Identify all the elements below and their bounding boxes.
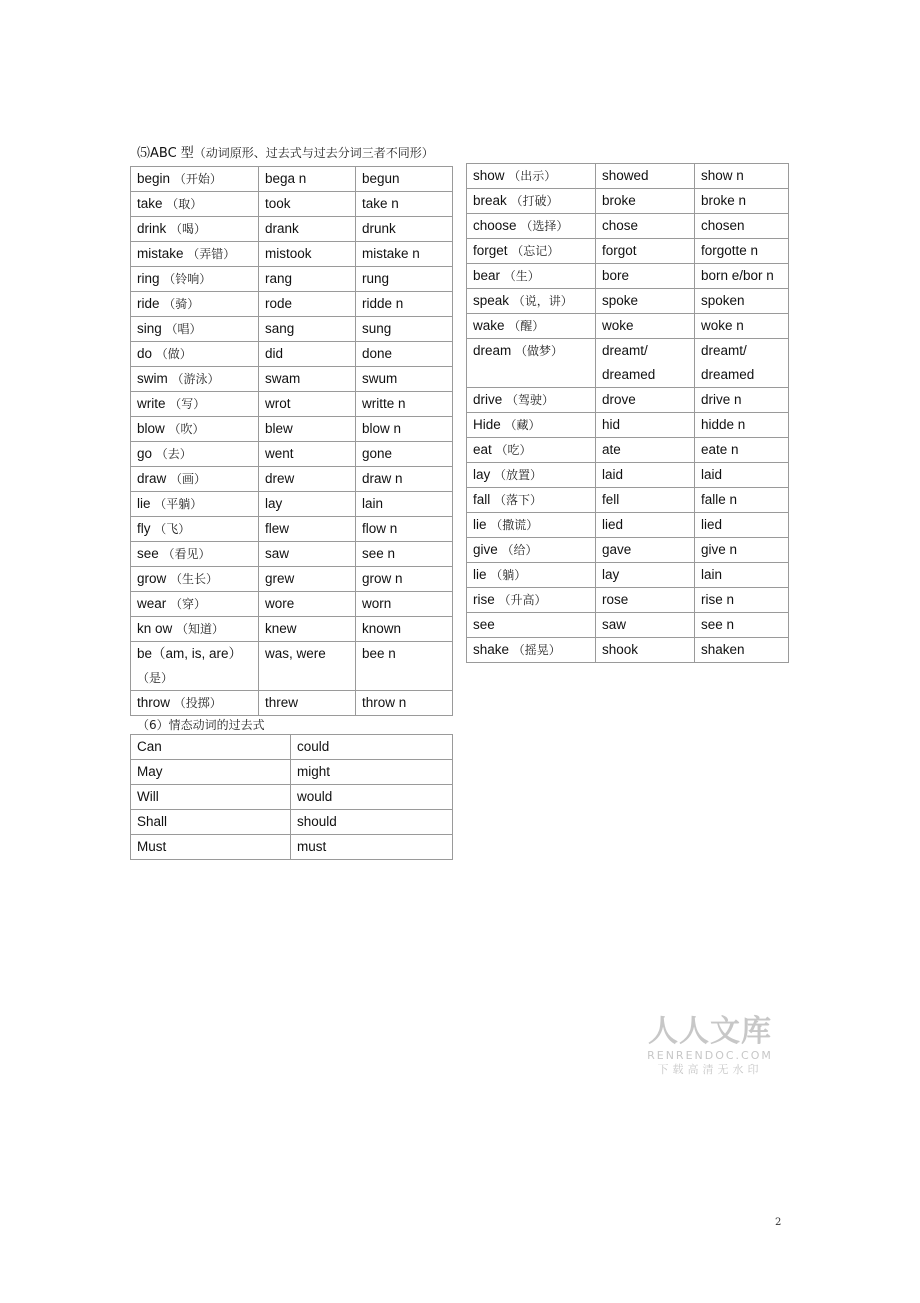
verb-meaning: （飞） <box>154 522 191 536</box>
watermark-site: RENRENDOC.COM <box>647 1049 773 1062</box>
verb-past: woke <box>596 314 695 339</box>
section-abc-marker: ⑸ABC 型 <box>137 146 194 161</box>
verb-base: do <box>137 346 153 361</box>
verb-past: shook <box>596 638 695 663</box>
verb-row <box>467 438 789 463</box>
verb-row <box>131 267 453 292</box>
verb-past-participle: lain <box>356 492 453 517</box>
verb-row <box>467 289 789 314</box>
verb-past: dreamt/ dreamed <box>596 339 695 388</box>
verb-base-cell <box>467 314 596 339</box>
verb-base: dream <box>473 343 512 358</box>
verb-base-cell <box>467 164 596 189</box>
verb-base: bear <box>473 268 501 283</box>
verb-meaning: （生） <box>503 269 540 283</box>
verb-base-cell <box>131 542 259 567</box>
verb-base-cell <box>131 492 259 517</box>
verb-past: saw <box>259 542 356 567</box>
verb-meaning: （投掷） <box>173 696 222 710</box>
verb-base: break <box>473 193 507 208</box>
modal-base: Will <box>131 785 291 810</box>
verb-meaning: （骑） <box>163 297 200 311</box>
section-modal-heading <box>137 716 265 733</box>
verb-base: lay <box>473 467 491 482</box>
verb-meaning: （穿） <box>170 597 207 611</box>
section-abc-heading <box>137 142 434 161</box>
section-modal-marker: （6） <box>137 718 169 732</box>
verb-row <box>467 613 789 638</box>
verb-row <box>131 367 453 392</box>
modal-row <box>131 810 453 835</box>
verb-base-cell <box>467 613 596 638</box>
verb-past-participle: rung <box>356 267 453 292</box>
verb-base-cell <box>131 167 259 192</box>
verb-base-cell <box>467 513 596 538</box>
verb-meaning: （生长） <box>170 572 219 586</box>
modal-row <box>131 785 453 810</box>
verb-row <box>131 492 453 517</box>
verb-base: be（am, is, are） <box>137 646 243 661</box>
verb-base: fly <box>137 521 151 536</box>
verb-past-participle: flow n <box>356 517 453 542</box>
verb-past-participle: lain <box>695 563 789 588</box>
verb-past-participle: see n <box>695 613 789 638</box>
verb-base-cell <box>467 588 596 613</box>
verb-past-participle: see n <box>356 542 453 567</box>
verb-past-participle: show n <box>695 164 789 189</box>
verb-base: see <box>137 546 159 561</box>
verb-base: sing <box>137 321 162 336</box>
modal-row <box>131 735 453 760</box>
modal-past: could <box>291 735 453 760</box>
verb-base: choose <box>473 218 517 233</box>
verb-row <box>131 592 453 617</box>
verb-past: went <box>259 442 356 467</box>
verb-past: did <box>259 342 356 367</box>
verb-past-participle: rise n <box>695 588 789 613</box>
verb-row <box>131 417 453 442</box>
watermark-subtitle: 下载高清无水印 <box>657 1063 763 1076</box>
verb-meaning: （取） <box>166 197 203 211</box>
verb-base: wear <box>137 596 167 611</box>
modal-past: must <box>291 835 453 860</box>
verb-base: Hide <box>473 417 501 432</box>
verb-past-participle: drunk <box>356 217 453 242</box>
verb-row <box>467 488 789 513</box>
modal-base: Shall <box>131 810 291 835</box>
verb-past-participle: sung <box>356 317 453 342</box>
modal-verb-table <box>130 734 453 860</box>
verb-base-cell <box>131 642 259 691</box>
verb-row <box>467 563 789 588</box>
verb-base: lie <box>137 496 151 511</box>
verb-past: bega n <box>259 167 356 192</box>
verb-past-participle: chosen <box>695 214 789 239</box>
verb-meaning: （知道） <box>176 622 225 636</box>
verb-row <box>467 513 789 538</box>
verb-meaning: （吃） <box>495 443 532 457</box>
verb-past: bore <box>596 264 695 289</box>
verb-meaning: （铃响） <box>163 272 212 286</box>
verb-meaning: （选择） <box>520 219 569 233</box>
verb-past: saw <box>596 613 695 638</box>
verb-past-participle: lied <box>695 513 789 538</box>
verb-past: gave <box>596 538 695 563</box>
verb-meaning: （是） <box>137 671 174 685</box>
verb-base-cell <box>467 438 596 463</box>
verb-base-cell <box>467 214 596 239</box>
verb-past-participle: eate n <box>695 438 789 463</box>
verb-past: showed <box>596 164 695 189</box>
verb-base-cell <box>131 467 259 492</box>
verb-base: ring <box>137 271 160 286</box>
verb-past-participle: falle n <box>695 488 789 513</box>
verb-base-cell <box>131 392 259 417</box>
verb-past: was, were <box>259 642 356 691</box>
verb-meaning: （去） <box>155 447 192 461</box>
verb-row <box>467 239 789 264</box>
verb-past-participle: take n <box>356 192 453 217</box>
verb-row <box>131 342 453 367</box>
verb-row <box>131 467 453 492</box>
verb-base-cell <box>131 417 259 442</box>
verb-past-participle: broke n <box>695 189 789 214</box>
verb-past-participle: bee n <box>356 642 453 691</box>
verb-base: shake <box>473 642 510 657</box>
verb-base-cell <box>467 339 596 388</box>
verb-past-participle: forgotte n <box>695 239 789 264</box>
verb-base: rise <box>473 592 495 607</box>
verb-base-cell <box>131 367 259 392</box>
verb-meaning: （做） <box>155 347 192 361</box>
verb-meaning: （喝） <box>170 222 207 236</box>
verb-past-participle: worn <box>356 592 453 617</box>
verb-base-cell <box>131 242 259 267</box>
watermark <box>640 1015 780 1077</box>
verb-base: mistake <box>137 246 184 261</box>
verb-meaning: （吹） <box>168 422 205 436</box>
verb-base-cell <box>131 517 259 542</box>
verb-past: drew <box>259 467 356 492</box>
verb-past: lay <box>259 492 356 517</box>
verb-base: throw <box>137 695 171 710</box>
modal-past: should <box>291 810 453 835</box>
modal-past: would <box>291 785 453 810</box>
verb-meaning: （放置） <box>494 468 543 482</box>
verb-past-participle: laid <box>695 463 789 488</box>
verb-meaning: （摇晃） <box>512 643 561 657</box>
verb-base: write <box>137 396 166 411</box>
verb-meaning: （撒谎） <box>490 518 539 532</box>
verb-past-participle: born e/bor n <box>695 264 789 289</box>
verb-past: knew <box>259 617 356 642</box>
verb-past-participle: begun <box>356 167 453 192</box>
modal-base: Must <box>131 835 291 860</box>
verb-past: rode <box>259 292 356 317</box>
verb-past: rang <box>259 267 356 292</box>
verb-past: broke <box>596 189 695 214</box>
verb-base-cell <box>467 388 596 413</box>
verb-row <box>131 617 453 642</box>
section-abc-note: （动词原形、过去式与过去分词三者不同形） <box>193 146 434 160</box>
verb-meaning: （醒） <box>508 319 545 333</box>
verb-row <box>131 642 453 691</box>
verb-base-cell <box>467 488 596 513</box>
verb-row <box>131 217 453 242</box>
verb-base: grow <box>137 571 167 586</box>
verb-base: lie <box>473 567 487 582</box>
verb-past: lay <box>596 563 695 588</box>
verb-row <box>467 164 789 189</box>
verb-past-participle: throw n <box>356 691 453 716</box>
verb-base-cell <box>467 563 596 588</box>
verb-past: forgot <box>596 239 695 264</box>
verb-past-participle: mistake n <box>356 242 453 267</box>
verb-row <box>131 392 453 417</box>
modal-base: Can <box>131 735 291 760</box>
verb-base-cell <box>131 691 259 716</box>
verb-meaning: （看见） <box>162 547 211 561</box>
verb-past-participle: known <box>356 617 453 642</box>
verb-base: see <box>473 617 495 632</box>
verb-base-cell <box>131 592 259 617</box>
verb-base-cell <box>131 442 259 467</box>
verb-base: speak <box>473 293 510 308</box>
verb-past: blew <box>259 417 356 442</box>
verb-past: hid <box>596 413 695 438</box>
verb-meaning: （出示） <box>508 169 557 183</box>
verb-past-participle: shaken <box>695 638 789 663</box>
modal-base: May <box>131 760 291 785</box>
abc-verb-table-right <box>466 163 789 663</box>
verb-base-cell <box>467 463 596 488</box>
verb-past-participle: hidde n <box>695 413 789 438</box>
verb-meaning: （忘记） <box>511 244 560 258</box>
verb-row <box>467 339 789 388</box>
verb-base-cell <box>131 217 259 242</box>
verb-base-cell <box>467 413 596 438</box>
verb-meaning: （驾驶） <box>506 393 555 407</box>
verb-meaning: （写） <box>169 397 206 411</box>
verb-past-participle: give n <box>695 538 789 563</box>
verb-base: kn ow <box>137 621 173 636</box>
verb-meaning: （弄错） <box>187 247 236 261</box>
verb-base: take <box>137 196 163 211</box>
verb-base: give <box>473 542 498 557</box>
verb-meaning: （落下） <box>494 493 543 507</box>
verb-past: fell <box>596 488 695 513</box>
verb-row <box>467 588 789 613</box>
verb-base-cell <box>131 267 259 292</box>
verb-row <box>131 242 453 267</box>
verb-row <box>131 192 453 217</box>
verb-base-cell <box>131 567 259 592</box>
verb-base: lie <box>473 517 487 532</box>
verb-meaning: （开始） <box>173 172 222 186</box>
verb-meaning: （平躺） <box>154 497 203 511</box>
verb-meaning: （游泳） <box>171 372 220 386</box>
watermark-title: 人人文库 <box>648 1014 772 1049</box>
abc-verb-table-left <box>130 166 453 716</box>
verb-row <box>467 214 789 239</box>
verb-base: begin <box>137 171 171 186</box>
verb-row <box>467 538 789 563</box>
verb-row <box>467 189 789 214</box>
verb-base-cell <box>131 317 259 342</box>
verb-past: threw <box>259 691 356 716</box>
verb-past-participle: blow n <box>356 417 453 442</box>
verb-meaning: （唱） <box>165 322 202 336</box>
verb-past-participle: spoken <box>695 289 789 314</box>
verb-past: wrot <box>259 392 356 417</box>
verb-past: chose <box>596 214 695 239</box>
verb-meaning: （打破） <box>510 194 559 208</box>
verb-past: took <box>259 192 356 217</box>
verb-base: wake <box>473 318 505 333</box>
verb-meaning: （做梦） <box>515 344 564 358</box>
verb-past: flew <box>259 517 356 542</box>
verb-row <box>131 517 453 542</box>
verb-base: drink <box>137 221 167 236</box>
verb-base: fall <box>473 492 491 507</box>
verb-row <box>131 167 453 192</box>
verb-row <box>131 691 453 716</box>
verb-row <box>131 567 453 592</box>
verb-past-participle: ridde n <box>356 292 453 317</box>
verb-past: spoke <box>596 289 695 314</box>
verb-base-cell <box>131 342 259 367</box>
verb-past-participle: drive n <box>695 388 789 413</box>
verb-past: lied <box>596 513 695 538</box>
modal-past: might <box>291 760 453 785</box>
verb-base: draw <box>137 471 167 486</box>
verb-row <box>467 314 789 339</box>
verb-past-participle: woke n <box>695 314 789 339</box>
verb-past: swam <box>259 367 356 392</box>
verb-base: drive <box>473 392 503 407</box>
verb-row <box>467 413 789 438</box>
verb-base-cell <box>131 192 259 217</box>
verb-base: forget <box>473 243 508 258</box>
modal-row <box>131 835 453 860</box>
verb-past: mistook <box>259 242 356 267</box>
verb-meaning: （说，讲） <box>512 294 573 308</box>
section-modal-title: 情态动词的过去式 <box>168 718 265 732</box>
verb-past-participle: done <box>356 342 453 367</box>
verb-row <box>467 463 789 488</box>
verb-meaning: （给） <box>501 543 538 557</box>
verb-base-cell <box>131 292 259 317</box>
verb-past: rose <box>596 588 695 613</box>
verb-base: go <box>137 446 153 461</box>
verb-base: eat <box>473 442 492 457</box>
verb-past: grew <box>259 567 356 592</box>
verb-base-cell <box>467 189 596 214</box>
verb-meaning: （躺） <box>490 568 527 582</box>
verb-past: ate <box>596 438 695 463</box>
verb-base-cell <box>467 264 596 289</box>
verb-base-cell <box>131 617 259 642</box>
verb-past: drank <box>259 217 356 242</box>
verb-base-cell <box>467 538 596 563</box>
verb-base: show <box>473 168 505 183</box>
verb-past-participle: gone <box>356 442 453 467</box>
verb-past-participle: draw n <box>356 467 453 492</box>
modal-row <box>131 760 453 785</box>
verb-past-participle: writte n <box>356 392 453 417</box>
verb-row <box>131 292 453 317</box>
verb-base: swim <box>137 371 168 386</box>
verb-past: sang <box>259 317 356 342</box>
verb-base-cell <box>467 289 596 314</box>
verb-past-participle: swum <box>356 367 453 392</box>
verb-row <box>467 264 789 289</box>
verb-past: drove <box>596 388 695 413</box>
verb-row <box>131 442 453 467</box>
verb-base-cell <box>467 239 596 264</box>
verb-meaning: （藏） <box>504 418 541 432</box>
verb-meaning: （画） <box>170 472 207 486</box>
verb-base-cell <box>467 638 596 663</box>
verb-meaning: （升高） <box>498 593 547 607</box>
verb-row <box>467 638 789 663</box>
verb-base: blow <box>137 421 165 436</box>
page-number: 2 <box>775 1217 782 1228</box>
verb-base: ride <box>137 296 160 311</box>
verb-row <box>131 542 453 567</box>
verb-row <box>131 317 453 342</box>
verb-row <box>467 388 789 413</box>
verb-past: laid <box>596 463 695 488</box>
verb-past: wore <box>259 592 356 617</box>
verb-past-participle: dreamt/ dreamed <box>695 339 789 388</box>
verb-past-participle: grow n <box>356 567 453 592</box>
